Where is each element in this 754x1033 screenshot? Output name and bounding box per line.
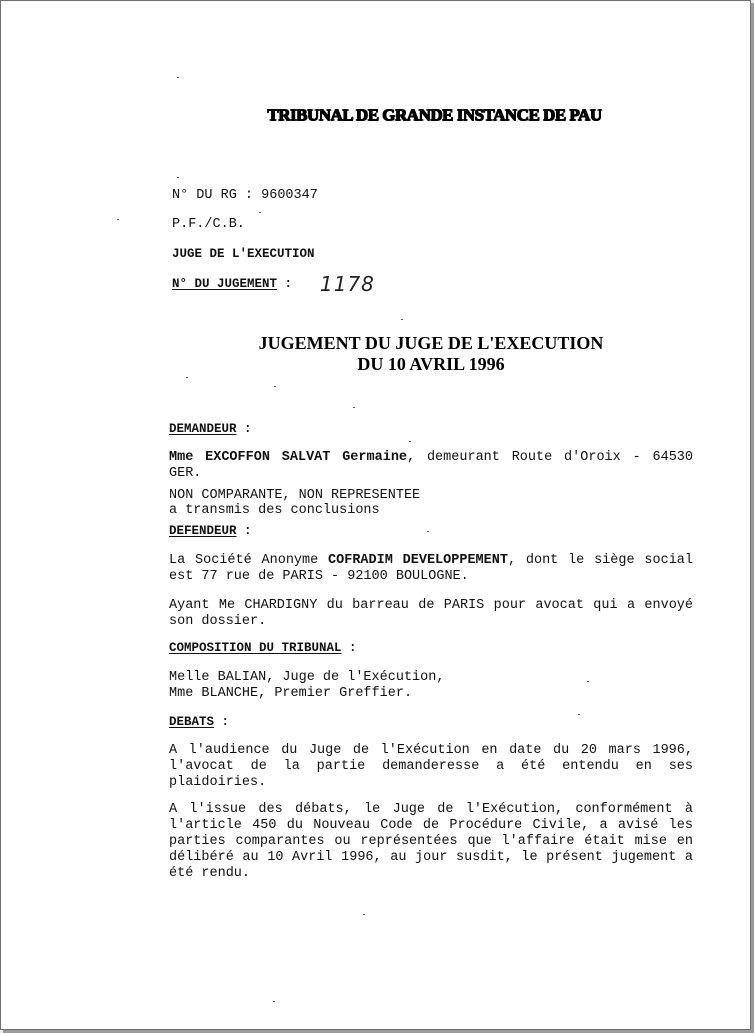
demandeur-heading [169,422,252,436]
jurisdiction: JUGE DE L'EXECUTION [172,247,315,261]
debats-heading-text: DEBATS [169,715,215,729]
scan-speck [427,531,429,532]
debats-colon: : [214,715,230,729]
demandeur-conclusions: a transmis des conclusions [169,503,380,518]
demandeur-heading-text: DEMANDEUR [169,422,237,436]
scan-speck [259,212,261,213]
defendeur-seat: , dont le siège social est 77 rue de PARIS - 92100 BOULOGNE. [169,553,693,584]
scan-speck [401,319,403,320]
scan-speck [363,914,365,915]
scan-speck [117,219,119,220]
composition-judge: Melle BALIAN, Juge de l'Exécution, [169,670,445,685]
defendeur-heading [169,524,252,538]
court-name: TRIBUNAL DE GRANDE INSTANCE DE PAU [266,105,602,124]
debats-paragraph-2: A l'issue des débats, le Juge de l'Exécution, conformément à l'article 450 du Nouveau Code de Procédure Civile, a avisé les parties comparantes ou représentées que l'affaire était mise en délibéré au 10 Avril 1996, au jour susdit, le présent jugement a été rendu. [169,802,693,881]
scan-speck [409,441,411,442]
demandeur-status: NON COMPARANTE, NON REPRESENTEE [169,488,421,503]
debats-paragraph-1: A l'audience du Juge de l'Exécution en date du 20 mars 1996, l'avocat de la partie demanderesse a été entendu en ses plaidoiries. [169,743,693,790]
initials: P.F./C.B. [172,217,245,232]
scan-speck [273,1001,275,1002]
judgment-date: DU 10 AVRIL 1996 [357,354,505,374]
demandeur-address: , demeurant Route d'Oroix - 64530 GER. [169,450,694,481]
composition-heading-text: COMPOSITION DU TRIBUNAL [169,641,342,655]
defendeur-prefix: La Société Anonyme [169,553,329,568]
defendeur-company: COFRADIM DEVELOPPEMENT [328,553,508,568]
defendeur-identity [169,553,693,585]
scan-speck [578,714,580,715]
composition-heading [169,641,357,655]
rg-number: : 9600347 [244,188,318,203]
handwritten-judgment-number: 1178 [320,272,375,296]
composition-colon: : [341,641,357,655]
composition-clerk: Mme BLANCHE, Premier Greffier. [169,686,413,701]
rg-line [172,188,318,203]
judgment-label: N° DU JUGEMENT [172,277,278,291]
demandeur-name: Mme EXCOFFON SALVAT Germaine [169,450,408,465]
scan-speck [186,377,188,378]
judgment-title: JUGEMENT DU JUGE DE L'EXECUTION [258,333,604,353]
defendeur-colon: : [236,524,252,538]
rg-label: N° DU RG [172,188,237,203]
defendeur-counsel: Ayant Me CHARDIGNY du barreau de PARIS pour avocat qui a envoyé son dossier. [169,598,693,629]
judgment-number-line [172,277,292,291]
judgment-separator: : [277,277,293,291]
scan-speck [587,681,589,682]
scan-speck [177,177,179,178]
defendeur-heading-text: DEFENDEUR [169,524,237,538]
debats-heading [169,715,229,729]
scan-speck [177,77,179,78]
scan-speck [353,407,355,408]
demandeur-colon: : [236,422,252,436]
demandeur-identity [169,450,693,482]
scan-speck [274,386,276,387]
